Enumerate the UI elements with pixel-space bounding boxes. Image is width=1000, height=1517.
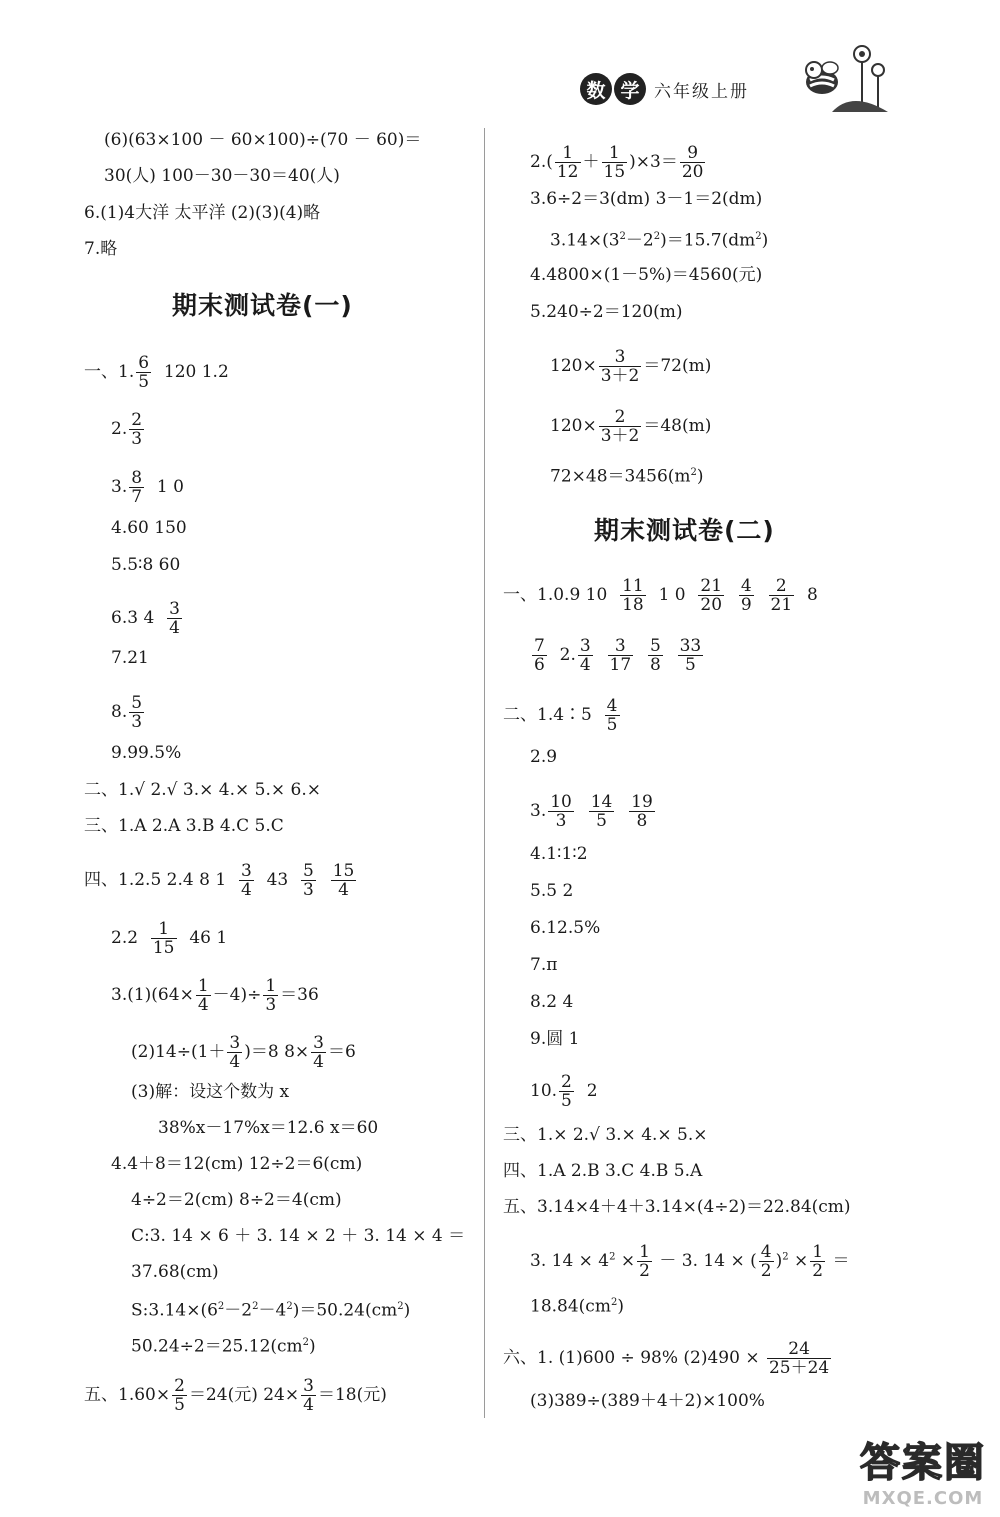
exam1-s4-q1: 四、1.2.5 2.4 8 1 $\frac{3}{4}$ 43 $\frac{5}{3}$ $\frac{15}{4}$ xyxy=(84,861,355,900)
watermark-url: MXQE.COM xyxy=(862,1488,984,1509)
left-line-q6: 6.(1)4大洋 太平洋 (2)(3)(4)略 xyxy=(84,203,321,223)
exam2-s5-q1-result: $18.84(cm^2)$ xyxy=(530,1296,624,1317)
header-subject-char2: 学 xyxy=(614,73,646,105)
exam2-s6-q1-3: (3)389÷(389＋4＋2)×100% xyxy=(530,1391,765,1411)
header-subject-char1: 数 xyxy=(580,73,612,105)
exam2-s1-q1-cont: $\frac{7}{6}$ 2. $\frac{3}{4}$ $\frac{3}{17}$ $\frac{5}{8}$ $\frac{33}{5}$ xyxy=(534,636,702,675)
exam1-s4-q4-3: C:3. 14 × 6 ＋ 3. 14 × 2 ＋ 3. 14 × 4 ＝ xyxy=(131,1226,466,1246)
exam1-s1-q8: 8. $\frac{5}{3}$ xyxy=(111,693,143,732)
exam2-s5-q1: 五、3.14×4＋4＋3.14×(4÷2)＝22.84(cm) xyxy=(503,1197,851,1217)
exam1-s4-q4-4: 37.68(cm) xyxy=(131,1262,219,1282)
right-q5-b: 120× $\frac{2}{3+2}$ ＝48(m) xyxy=(550,407,712,446)
exam1-s1-q1: 一、1. $\frac{6}{5}$ 120 1.2 xyxy=(84,353,229,392)
left-line-6: (6)(63×100 － 60×100)÷(70 － 60)＝ xyxy=(104,130,422,150)
exam1-s1-q4: 4.60 150 xyxy=(111,518,187,538)
exam1-s4-q3-1: 3.(1)(64× $\frac{1}{4}$ －4)÷ $\frac{1}{3}$ ＝36 xyxy=(111,976,319,1015)
exam1-s4-q3-4: 38%x－17%x＝12.6 x＝60 xyxy=(158,1118,379,1138)
exam2-s2-q5: 5.5 2 xyxy=(530,881,574,901)
exam2-s6-q1: 六、1. (1)600 ÷ 98% (2)490 × $\frac{24}{25+24}$ xyxy=(503,1339,830,1378)
header-grade: 六年级上册 xyxy=(654,81,749,102)
exam1-s1-q3: 3. $\frac{8}{7}$ 1 0 xyxy=(111,468,184,507)
page-header xyxy=(580,72,749,106)
exam1-s2: 二、1.√ 2.√ 3.× 4.× 5.× 6.× xyxy=(84,780,321,800)
bee-flower-decoration-icon xyxy=(792,40,892,112)
exam1-s4-q4-6: $50.24\div 2=25.12(cm^2)$ xyxy=(131,1336,316,1357)
exam1-s5-q1: 五、1.60× $\frac{2}{5}$ ＝24(元) 24× $\frac{3}{4}$ ＝18(元) xyxy=(84,1376,387,1415)
exam2-s2-q9: 9.圆 1 xyxy=(530,1029,580,1049)
exam1-s1-q7: 7.21 xyxy=(111,648,149,668)
exam2-s2-q6: 6.12.5% xyxy=(530,918,601,938)
exam1-s4-q3-2: (2)14÷(1＋ $\frac{3}{4}$ )＝8 8× $\frac{3}{4}$ ＝6 xyxy=(131,1033,356,1072)
right-q2: 2.( $\frac{1}{12}$ ＋ $\frac{1}{15}$ )×3＝ $\frac{9}{20}$ xyxy=(530,143,704,182)
exam1-s4-q3-3: (3)解：设这个数为 x xyxy=(131,1082,290,1102)
exam2-s2-q7: 7.π xyxy=(530,955,558,975)
exam2-s2-q10: 10. $\frac{2}{5}$ 2 xyxy=(530,1072,598,1111)
exam-title-1: 期末测试卷(一) xyxy=(172,291,353,320)
exam1-s1-q6: 6.3 4 $\frac{3}{4}$ xyxy=(111,599,180,638)
exam1-s1-q9: 9.99.5% xyxy=(111,743,182,763)
watermark-logo: 答案圈 xyxy=(860,1440,986,1486)
exam2-s5-q1-cont: 3. $14 \times 4^2$ × $\frac{1}{2}$ － 3. 14 × ( $\frac{4}{2}$ )$^2$ × $\frac{1}{2}$ ＝ xyxy=(530,1242,850,1281)
exam2-s4: 四、1.A 2.B 3.C 4.B 5.A xyxy=(503,1161,703,1181)
exam1-s1-q5: 5.5∶8 60 xyxy=(111,555,181,575)
exam2-s2-q4: 4.1∶1∶2 xyxy=(530,844,588,864)
exam2-s2-q8: 8.2 4 xyxy=(530,992,574,1012)
exam1-s1-q2: 2. $\frac{2}{3}$ xyxy=(111,410,143,449)
left-line-q7: 7.略 xyxy=(84,239,118,259)
exam2-s2-q2: 2.9 xyxy=(530,747,558,767)
exam2-s1-q1: 一、1.0.9 10 $\frac{11}{18}$ 1 0 $\frac{21}{20}$ $\frac{4}{9}$ $\frac{2}{21}$ 8 xyxy=(503,576,818,615)
exam1-s4-q4-2: 4÷2＝2(cm) 8÷2＝4(cm) xyxy=(131,1190,342,1210)
exam2-s2-q1: 二、1.4∶5 $\frac{4}{5}$ xyxy=(503,696,618,735)
exam1-s4-q2: 2.2 $\frac{1}{15}$ 46 1 xyxy=(111,919,228,958)
column-divider xyxy=(484,128,485,1418)
right-q3-2: $3.14\times(3^2-2^2)=15.7(dm^2)$ xyxy=(550,230,769,251)
exam2-s2-q3: 3. $\frac{10}{3}$ $\frac{14}{5}$ $\frac{19}{8}$ xyxy=(530,792,653,831)
exam2-s3: 三、1.× 2.√ 3.× 4.× 5.× xyxy=(503,1125,708,1145)
exam1-s3: 三、1.A 2.A 3.B 4.C 5.C xyxy=(84,816,284,836)
right-q5-c: $72\times 48=3456(m^2)$ xyxy=(550,466,704,487)
exam-title-2: 期末测试卷(二) xyxy=(594,516,775,545)
right-q5-a: 120× $\frac{3}{3+2}$ ＝72(m) xyxy=(550,347,712,386)
right-q4: 4.4800×(1－5%)＝4560(元) xyxy=(530,265,763,285)
exam1-s4-q4-1: 4.4＋8＝12(cm) 12÷2＝6(cm) xyxy=(111,1154,363,1174)
right-q3-1: 3.6÷2＝3(dm) 3－1＝2(dm) xyxy=(530,189,763,209)
watermark xyxy=(860,1431,986,1509)
exam1-s4-q4-5: $S:3.14\times(6^2-2^2-4^2)=50.24(cm^2)$ xyxy=(131,1300,411,1321)
right-q5: 5.240÷2＝120(m) xyxy=(530,302,683,322)
left-line-6-cont: 30(人) 100－30－30＝40(人) xyxy=(104,166,340,186)
